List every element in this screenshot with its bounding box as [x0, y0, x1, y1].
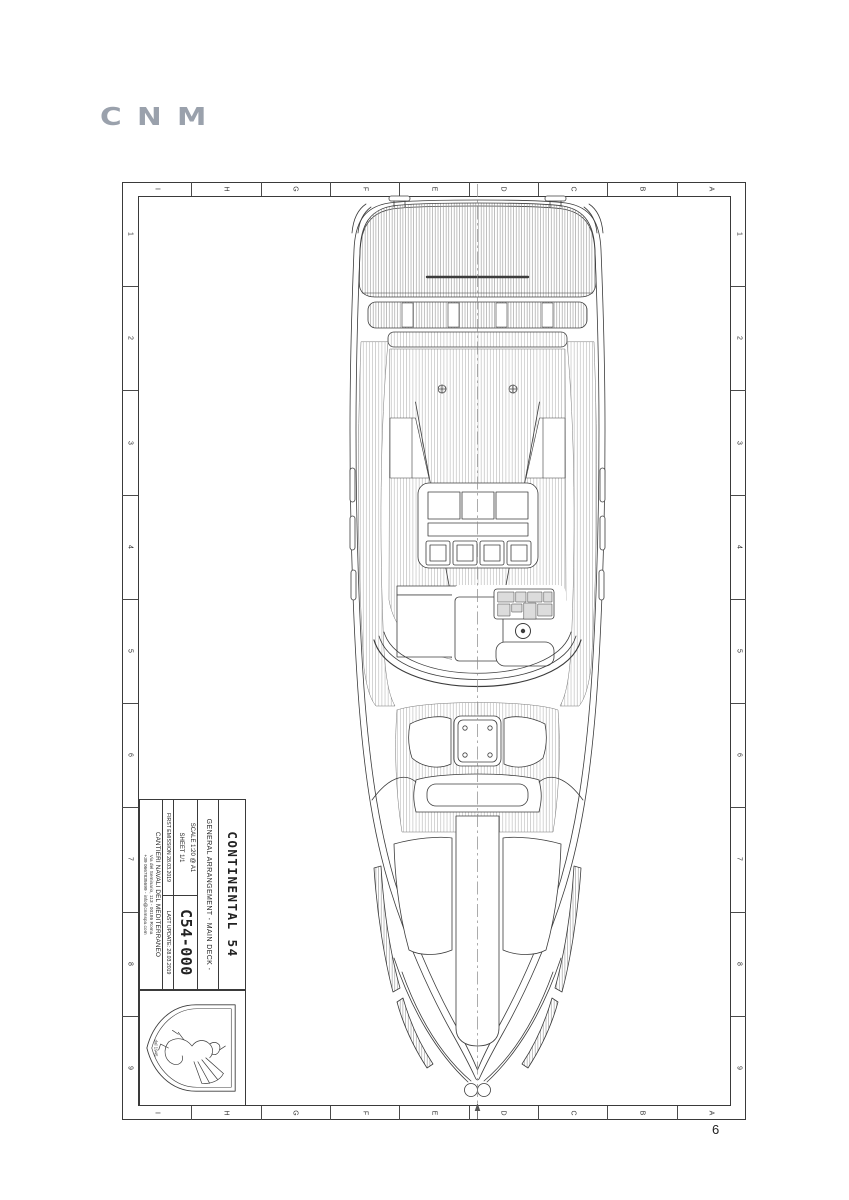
- sun-cushion: [503, 837, 561, 954]
- grid-label: 4: [126, 544, 134, 549]
- grid-label: 9: [735, 1065, 742, 1070]
- side-window: [504, 717, 546, 767]
- stern-cleat: [389, 196, 410, 201]
- grid-label: 1: [126, 232, 134, 237]
- grid-label: H: [222, 1110, 230, 1116]
- grid-label: 6: [735, 753, 742, 758]
- grid-label: 1: [735, 232, 742, 237]
- page-number: 6: [712, 1122, 720, 1137]
- grid-label: I: [153, 188, 161, 190]
- company-name: CANTIERI NAVALI DEL MEDITERRANEO: [153, 831, 161, 958]
- grid-label: 5: [126, 649, 134, 653]
- cnm-logo: CNM: [100, 102, 222, 131]
- grid-label: 2: [126, 336, 134, 341]
- stern-cleat: [545, 196, 566, 201]
- drawing-number: C54-000: [176, 909, 195, 976]
- grid-label: 3: [126, 440, 134, 445]
- last-update: LAST UPDATE: 28.03.2019: [164, 910, 171, 975]
- scale-sheet-cell: [174, 800, 197, 896]
- grid-label: C: [569, 1110, 577, 1116]
- sheet-label: SHEET 1/1: [177, 832, 184, 863]
- grid-label: 9: [126, 1065, 134, 1070]
- model-name-text: CONTINENTAL 54: [224, 831, 240, 958]
- grid-label: 2: [735, 336, 742, 341]
- helm-seat: [496, 642, 554, 666]
- grid-label: 3: [735, 440, 742, 445]
- grid-label: D: [499, 186, 507, 192]
- grid-label: 7: [735, 857, 742, 862]
- model-name: [220, 800, 246, 989]
- grid-label: E: [430, 186, 438, 192]
- grid-label: F: [361, 1110, 369, 1116]
- grid-label: F: [361, 186, 369, 192]
- grid-label: 6: [126, 753, 134, 758]
- company-address: Via del Seminario, 113 - 00186 Roma: [147, 854, 153, 935]
- dragon-emblem: [159, 1030, 226, 1083]
- grid-label: D: [499, 1110, 507, 1116]
- grid-label: G: [291, 1110, 299, 1116]
- drawing-title-text: GENERAL ARRANGEMENT - MAIN DECK -: [204, 818, 212, 971]
- dates-row: [163, 800, 175, 989]
- grid-label: 8: [126, 961, 134, 966]
- drawing-title: [198, 800, 220, 989]
- grid-label: G: [291, 186, 299, 192]
- scale-label: SCALE 1:20 @ A1: [188, 822, 195, 873]
- sun-cushion: [394, 837, 452, 954]
- grid-label: 7: [126, 857, 134, 862]
- first-emission: FIRST EMISSION 28.03.2019: [163, 800, 174, 896]
- crest-text: dal 1945: [153, 1039, 159, 1057]
- grid-label: 4: [735, 544, 742, 549]
- drawing-info-row: [174, 800, 198, 989]
- dinette: [418, 483, 538, 568]
- grid-label: I: [153, 1112, 161, 1114]
- grid-label: B: [638, 186, 646, 192]
- grid-label: A: [707, 1110, 715, 1116]
- crest-box: [139, 990, 246, 1106]
- grid-label: B: [638, 1110, 646, 1116]
- grid-label: H: [222, 186, 230, 192]
- company-contacts: +39 0667835699 - info@cnmspa.com: [141, 854, 147, 935]
- title-block: [139, 799, 246, 990]
- helm-station: [452, 585, 566, 675]
- company-block: [140, 800, 163, 989]
- grid-label: 5: [735, 649, 742, 653]
- grid-label: A: [707, 186, 715, 192]
- side-window: [409, 717, 451, 767]
- coachroof: [372, 703, 583, 833]
- grid-label: 8: [735, 961, 742, 966]
- cnm-crest: [140, 991, 245, 1105]
- grid-label: E: [430, 1110, 438, 1116]
- grid-label: C: [569, 186, 577, 192]
